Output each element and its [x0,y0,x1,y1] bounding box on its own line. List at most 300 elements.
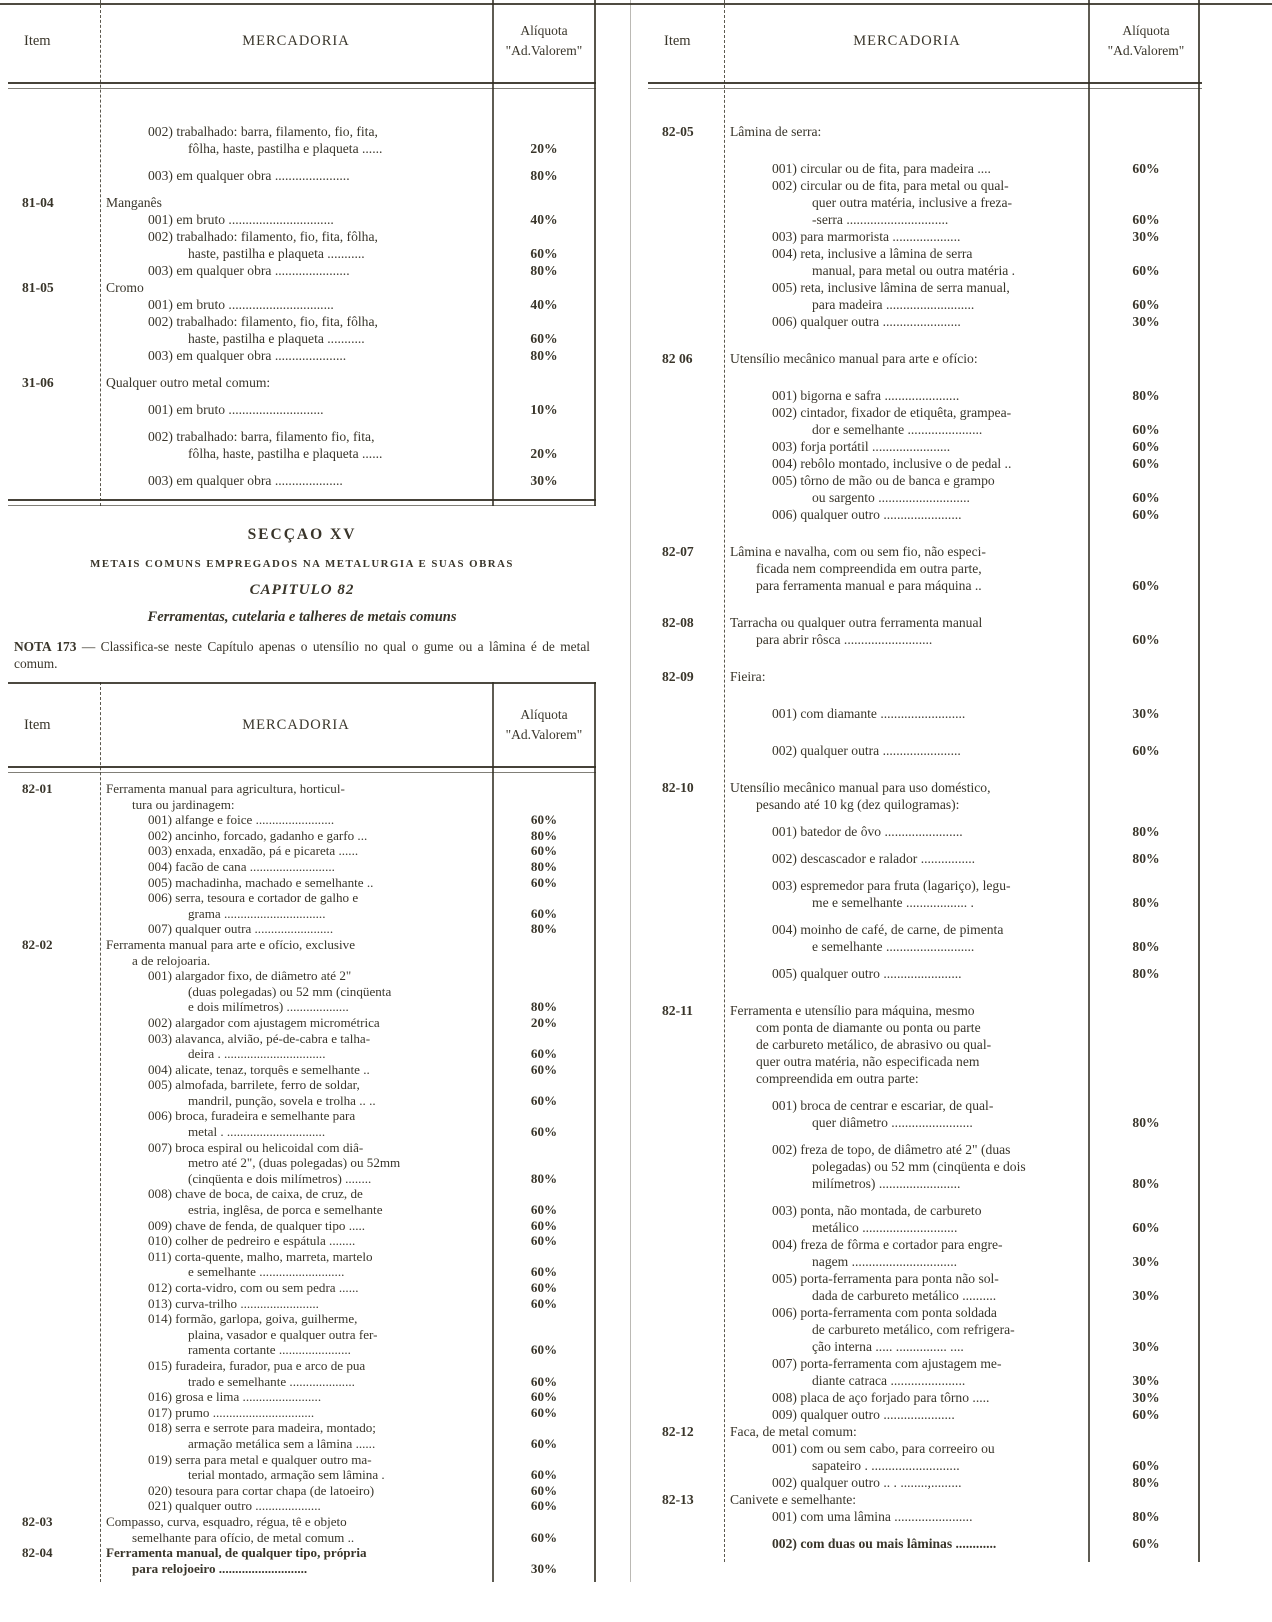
item-number [648,1321,724,1338]
item-number [8,984,100,1000]
merchandise-text: a de relojoaria. [132,952,211,968]
table-line [648,894,1202,911]
table-line [8,1342,596,1358]
aliquota-value: 40% [530,297,558,312]
aliquota-value [1090,921,1202,938]
merchandise-text: armação metálica sem a lâmina ...... [188,1435,376,1451]
aliquota-value: 60% [530,1264,558,1280]
table-line [648,387,1202,404]
item-number [648,631,724,648]
item-number [648,796,724,813]
item-number [8,1015,100,1031]
item-number [648,938,724,955]
table-line [8,445,596,462]
aliquota-value: 80% [1132,895,1160,910]
merchandise-text: mandril, punção, sovela e trolha .. .. [188,1092,376,1108]
merchandise-text: haste, pastilha e plaqueta ........... [188,246,365,261]
left-bottom-table [8,682,596,1582]
table-line [8,1062,596,1078]
item-number [8,1264,100,1280]
table-line [648,472,1202,489]
table-line [648,1406,1202,1423]
item-number: 82-08 [662,615,694,630]
item-number [8,1031,100,1047]
table-line [648,577,1202,594]
item-number [648,421,724,438]
table-header [8,684,596,766]
item-number: 82-11 [662,1003,693,1018]
table-line [8,296,596,313]
aliquota-value [1090,560,1202,577]
table-line [648,823,1202,840]
merchandise-text: e dois milímetros) ................... [188,999,349,1015]
aliquota-value: 80% [530,263,558,278]
item-number [648,1389,724,1406]
item-number [648,742,724,759]
table-line [648,211,1202,228]
aliquota-value [492,937,596,953]
merchandise-text: 011) corta-quente, malho, marreta, martelo [148,1248,373,1264]
aliquota-value [1090,1236,1202,1253]
aliquota-value [1090,668,1202,685]
table-line [8,797,596,813]
table-line [648,1114,1202,1131]
merchandise-text: 004) alicate, tenaz, torquês e semelhante .. [148,1061,370,1077]
aliquota-value [492,1077,596,1093]
header-aliquota-line2: "Ad.Valorem" [1107,43,1185,58]
merchandise-text: 009) chave de fenda, de qualquer tipo ..... [148,1217,366,1233]
aliquota-value [1090,1355,1202,1372]
table-line [648,194,1202,211]
aliquota-value: 80% [530,999,558,1015]
table-line [648,1440,1202,1457]
merchandise-text: ção interna ..... ............... .... [812,1339,964,1354]
item-number: 82-03 [22,1513,53,1529]
aliquota-value: 60% [1132,1458,1160,1473]
item-number [8,167,100,184]
merchandise-text: 010) colher de pedreiro e espátula ........ [148,1233,356,1249]
table-line [8,843,596,859]
item-number [8,859,100,875]
table-line [648,796,1202,813]
table-line [648,455,1202,472]
aliquota-value [492,1249,596,1265]
merchandise-text: 001) alfange e foice ........................ [148,812,335,828]
aliquota-value: 60% [1132,297,1160,312]
merchandise-text: compreendida em outra parte: [756,1071,919,1086]
merchandise-text: 003) para marmorista .................... [772,229,961,244]
merchandise-text: Utensílio mecânico manual para uso doméstico, [730,780,991,795]
item-number [8,1374,100,1390]
merchandise-text: ou sargento ........................... [812,490,970,505]
aliquota-value: 60% [1132,1407,1160,1422]
table-line [648,489,1202,506]
merchandise-text: terial montado, armação sem lâmina . [188,1467,385,1483]
section-heading [8,506,596,682]
aliquota-value [492,1327,596,1343]
aliquota-value: 60% [1132,578,1160,593]
table-line [648,123,1202,140]
table-line [648,560,1202,577]
table-line [8,1093,596,1109]
item-number: 82-07 [662,544,694,559]
aliquota-value: 60% [530,1482,558,1498]
table-line [648,1474,1202,1491]
item-number [648,1338,724,1355]
table-line [648,779,1202,796]
header-item: Item [664,32,691,49]
item-number [648,577,724,594]
aliquota-value: 60% [1132,743,1160,758]
header-aliquota-line1: Alíquota [1122,23,1170,38]
aliquota-value: 80% [530,1170,558,1186]
merchandise-text: milímetros) ........................ [812,1176,961,1191]
table-line [8,1327,596,1343]
header-bottom-rule [8,766,596,773]
merchandise-text: 017) prumo ............................... [148,1404,315,1420]
table-line [8,1498,596,1514]
item-number [8,1155,100,1171]
merchandise-text: 001) batedor de ôvo ....................... [772,824,963,839]
table-line [648,1141,1202,1158]
merchandise-text: 004) freza de fôrma e cortador para engre- [772,1237,1003,1252]
table-header [648,0,1202,82]
table-line [8,1124,596,1140]
table-line [648,296,1202,313]
aliquota-value [492,781,596,797]
header-bottom-rule [8,82,596,89]
item-number [8,262,100,279]
item-number [648,705,724,722]
merchandise-text: 020) tesoura para cortar chapa (de latoeiro) [148,1482,375,1498]
item-number [648,1287,724,1304]
merchandise-text: 019) serra para metal e qualquer outro ma- [148,1451,372,1467]
item-number [648,211,724,228]
table-line [8,1171,596,1187]
merchandise-text: metro até 2", (duas polegadas) ou 52mm [188,1155,401,1171]
table-line [648,1002,1202,1019]
aliquota-value: 80% [1132,939,1160,954]
aliquota-value: 60% [530,1202,558,1218]
item-number [8,1077,100,1093]
aliquota-value [1090,123,1202,140]
aliquota-value [1090,245,1202,262]
header-aliquota [492,705,596,745]
aliquota-value [1090,779,1202,796]
item-number [8,245,100,262]
table-line [8,401,596,418]
merchandise-text: quer outra matéria, inclusive a freza- [812,195,1013,210]
table-line [8,812,596,828]
merchandise-text: trado e semelhante .................... [188,1373,355,1389]
item-number [8,1389,100,1405]
item-number [648,262,724,279]
item-number [8,1405,100,1421]
note-text: — Classifica-se neste Capítulo apenas o utensílio no qual o gume ou a lâmina é de metal comum. [14,639,591,671]
merchandise-text: 015) furadeira, furador, pua e arco de pua [148,1357,366,1373]
merchandise-text: dada de carbureto metálico .......... [812,1288,997,1303]
table-line [648,1202,1202,1219]
section-title: SECÇAO XV [247,526,357,543]
merchandise-text: 001) em bruto ............................... [148,212,334,227]
table-line [8,140,596,157]
merchandise-text: 002) freza de topo, de diâmetro até 2" (duas [772,1142,1011,1157]
item-number [8,123,100,140]
aliquota-value [1090,472,1202,489]
item-number [648,1158,724,1175]
merchandise-text: 003) forja portátil ....................... [772,439,951,454]
item-number: 31-06 [22,375,54,390]
table-line [8,859,596,875]
aliquota-value [1090,1440,1202,1457]
merchandise-text: -serra .............................. [812,212,949,227]
aliquota-value: 80% [1132,1509,1160,1524]
header-aliquota [1090,21,1202,61]
item-number [648,1270,724,1287]
merchandise-text: semelhante para ofício, de metal comum .. [132,1529,355,1545]
header-aliquota-line2: "Ad.Valorem" [505,727,583,742]
merchandise-text: 007) broca espiral ou helicoidal com diâ- [148,1139,364,1155]
item-number: 82 06 [662,351,693,366]
merchandise-text: e semelhante .......................... [812,939,975,954]
merchandise-text: Faca, de metal comum: [730,1424,857,1439]
table-line [8,211,596,228]
item-number [8,906,100,922]
table-line [648,1097,1202,1114]
aliquota-value: 80% [1132,1115,1160,1130]
item-number: 81-04 [22,195,54,210]
item-number [8,1093,100,1109]
table-line [8,1108,596,1124]
table-line [648,1491,1202,1508]
item-number [648,438,724,455]
item-number [8,1498,100,1514]
merchandise-text: Ferramenta manual, de qualquer tipo, própria [106,1545,367,1561]
item-number: 82-12 [662,1424,694,1439]
table-line [8,347,596,364]
merchandise-text: 016) grosa e lima ........................ [148,1389,322,1405]
item-number [648,894,724,911]
item-number [648,1304,724,1321]
aliquota-value [492,890,596,906]
table-line [648,1158,1202,1175]
table-line [648,421,1202,438]
item-number [8,1452,100,1468]
merchandise-text: Lâmina e navalha, com ou sem fio, não especi- [730,544,986,559]
aliquota-value [492,1311,596,1327]
table-line [8,313,596,330]
merchandise-text: para ferramenta manual e para máquina .. [756,578,982,593]
item-number [648,313,724,330]
merchandise-text: 003) enxada, enxadão, pá e picareta ...... [148,843,359,859]
merchandise-text: 013) curva-trilho ........................ [148,1295,319,1311]
item-number [648,560,724,577]
aliquota-value [492,1155,596,1171]
merchandise-text: metal . .............................. [188,1124,326,1140]
item-number [648,404,724,421]
table-line [8,875,596,891]
aliquota-value [1090,404,1202,421]
item-number: 82-13 [662,1492,694,1507]
item-number [648,1474,724,1491]
table-line [8,1514,596,1530]
merchandise-text: 005) tôrno de mão ou de banca e grampo [772,473,995,488]
merchandise-text: 002) qualquer outro .. . ........,......... [772,1475,962,1490]
aliquota-value: 60% [530,1124,558,1140]
item-number [8,428,100,445]
item-number [8,1046,100,1062]
aliquota-value: 80% [530,168,558,183]
table-line [648,350,1202,367]
merchandise-text: Utensílio mecânico manual para arte e ofício: [730,351,978,366]
item-number: 82-01 [22,781,53,796]
table-line [648,1457,1202,1474]
item-number [8,1140,100,1156]
table-line [8,1140,596,1156]
aliquota-value [492,123,596,140]
aliquota-value: 30% [1132,1339,1160,1354]
merchandise-text: 001) bigorna e safra ...................... [772,388,960,403]
item-number [648,194,724,211]
merchandise-text: Ferramenta manual para arte e ofício, exclusive [106,936,356,952]
merchandise-text: 002) circular ou de fita, para metal ou qual- [772,178,1009,193]
note-label: NOTA 173 [14,639,77,654]
merchandise-text: 003) em qualquer obra ..................... [148,348,347,363]
item-number [8,1420,100,1436]
aliquota-value [492,1358,596,1374]
merchandise-text: 009) qualquer outro ..................... [772,1407,955,1422]
item-number [8,843,100,859]
item-number: 81-05 [22,280,54,295]
aliquota-value [1090,1097,1202,1114]
item-number [648,296,724,313]
merchandise-text: para relojoeiro ........................... [132,1560,308,1576]
merchandise-text: sapateiro . .......................... [812,1458,960,1473]
merchandise-text: 003) em qualquer obra ...................... [148,168,350,183]
table-line [648,543,1202,560]
aliquota-value: 20% [530,446,558,461]
aliquota-value: 60% [530,1233,558,1249]
table-line [648,1321,1202,1338]
table-body [8,773,596,1582]
aliquota-value: 60% [530,331,558,346]
header-aliquota-line1: Alíquota [520,23,568,38]
aliquota-value: 30% [530,1560,558,1576]
aliquota-value: 80% [1132,1176,1160,1191]
chapter-note [14,638,590,672]
table-body [8,89,596,499]
item-number [648,1097,724,1114]
merchandise-text: 003) alavanca, alvião, pé-de-cabra e talha- [148,1030,371,1046]
aliquota-value: 60% [530,1061,558,1077]
aliquota-value: 80% [1132,966,1160,981]
left-top-table [8,0,596,506]
aliquota-value: 10% [530,402,558,417]
item-number [648,1508,724,1525]
merchandise-text: 006) broca, furadeira e semelhante para [148,1108,356,1124]
merchandise-text: Compasso, curva, esquadro, régua, tê e objeto [106,1513,347,1529]
merchandise-text: 001) circular ou de fita, para madeira .... [772,161,991,176]
aliquota-value: 60% [1132,507,1160,522]
merchandise-text: 002) com duas ou mais lâminas ............ [772,1536,997,1551]
item-number [8,875,100,891]
table-line [8,1186,596,1202]
item-number [8,401,100,418]
item-number [648,506,724,523]
aliquota-value [492,1031,596,1047]
merchandise-text: 007) porta-ferramenta com ajustagem me- [772,1356,1002,1371]
merchandise-text: (cinqüenta e dois milímetros) ........ [188,1170,372,1186]
aliquota-value [1090,796,1202,813]
table-line [8,1015,596,1031]
aliquota-value: 60% [530,1435,558,1451]
table-line [8,194,596,211]
item-number [8,921,100,937]
merchandise-text: (duas polegadas) ou 52 mm (cinqüenta [188,983,392,999]
table-line [8,1264,596,1280]
table-line [8,890,596,906]
aliquota-value: 30% [1132,229,1160,244]
merchandise-text: haste, pastilha e plaqueta ........... [188,331,365,346]
table-line [8,1467,596,1483]
item-number [8,828,100,844]
merchandise-text: 008) placa de aço forjado para tôrno ..... [772,1390,990,1405]
aliquota-value: 60% [1132,263,1160,278]
table-line [648,1287,1202,1304]
table-line [8,1420,596,1436]
table-bottom-rule [8,499,596,506]
item-number [648,1114,724,1131]
item-number [648,1019,724,1036]
item-number [8,1062,100,1078]
aliquota-value: 60% [1132,490,1160,505]
item-number [648,1406,724,1423]
item-number [8,1358,100,1374]
merchandise-text: 002) trabalhado: filamento, fio, fita, fôlha, [148,314,378,329]
item-number [8,890,100,906]
item-number [648,177,724,194]
item-number [648,877,724,894]
aliquota-value: 80% [1132,824,1160,839]
table-line [8,123,596,140]
merchandise-text: Canivete e semelhante: [730,1492,857,1507]
table-line [8,1311,596,1327]
merchandise-text: 002) alargador com ajustagem micrométrica [148,1014,380,1030]
item-number [648,489,724,506]
aliquota-value: 60% [530,843,558,859]
table-line [648,1508,1202,1525]
merchandise-text: 002) trabalhado: barra, filamento, fio, fita, [148,124,378,139]
table-line [8,1233,596,1249]
aliquota-value [1090,1202,1202,1219]
aliquota-value: 80% [530,921,558,937]
item-number [8,1311,100,1327]
merchandise-text: tura ou jardinagem: [132,796,235,812]
item-number: 82-02 [22,936,53,952]
aliquota-value: 60% [1132,1536,1160,1551]
merchandise-text: 005) qualquer outro ....................... [772,966,962,981]
item-number [648,472,724,489]
aliquota-value: 60% [530,1342,558,1358]
table-line [8,1483,596,1499]
aliquota-value [1090,177,1202,194]
table-line [648,668,1202,685]
aliquota-value: 80% [530,858,558,874]
merchandise-text: de carbureto metálico, de abrasivo ou qual- [756,1037,992,1052]
aliquota-value [1090,1002,1202,1019]
item-number [648,228,724,245]
item-number [648,823,724,840]
